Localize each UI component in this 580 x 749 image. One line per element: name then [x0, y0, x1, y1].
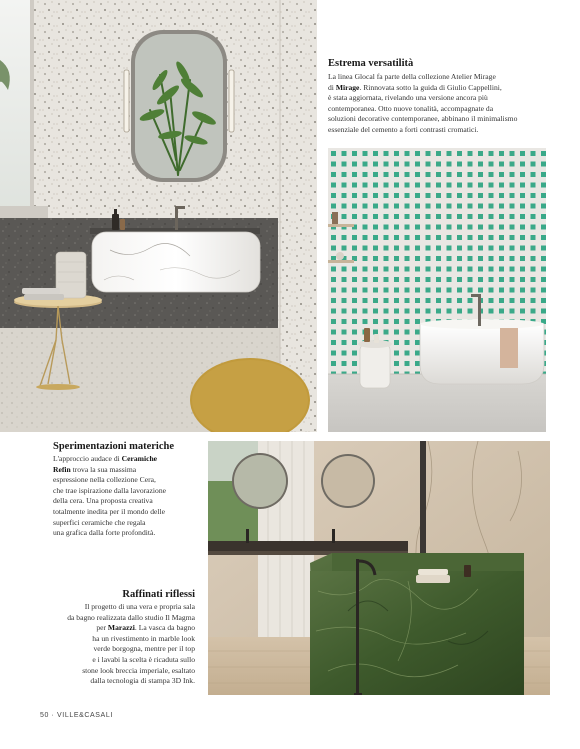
magazine-name: VILLE&CASALI: [57, 712, 113, 719]
caption-line: verde borgogna, mentre per il top: [93, 644, 195, 654]
caption-line: contemporanea. Otto nuove tonalità, accompagnate da: [328, 103, 494, 113]
caption-line: che trae ispirazione dalla lavorazione: [53, 485, 167, 495]
caption-line: essenziale del cemento a forti contrasti cromatici.: [328, 124, 479, 134]
page-folio: [40, 712, 113, 719]
caption-line: di: [328, 82, 336, 92]
caption-title: Sperimentazioni materiche: [53, 441, 175, 452]
caption-body: [328, 72, 568, 136]
caption-line: superfici ceramiche che regala: [53, 517, 146, 527]
brand-name: Marazzi: [107, 623, 135, 633]
caption-line: e i lavabi la scelta è ricaduta sullo: [92, 654, 195, 664]
brand-name: Mirage: [335, 82, 360, 92]
caption-raffinati-riflessi: [40, 589, 195, 687]
caption-sperimentazioni-materiche: [53, 441, 203, 539]
caption-body: [53, 454, 203, 539]
caption-title: Raffinati riflessi: [122, 589, 195, 600]
caption-body: [40, 602, 195, 687]
caption-line: per: [96, 623, 108, 633]
green-marble-illustration: [208, 441, 550, 695]
caption-title: Estrema versatilità: [328, 58, 414, 69]
photo-green-marble-bathroom: [208, 441, 550, 695]
caption-line: ha un rivestimento in marble look: [92, 633, 195, 643]
caption-line: trova la sua massima: [70, 464, 137, 474]
caption-line: stone look breccia imperiale, esaltato: [82, 665, 195, 675]
photo-green-tile-bathroom: [328, 148, 546, 432]
caption-line: . Rinnovata sotto la guida di Giulio Cappellini,: [359, 82, 502, 92]
caption-line: . La vasca da bagno: [134, 623, 195, 633]
caption-line: da bagno realizzata dallo studio Il Magma: [67, 612, 195, 622]
brand-name: Refin: [53, 464, 71, 474]
caption-line: espressione nella collezione Cera,: [53, 475, 156, 485]
caption-line: soluzioni decorative contemporanee, abbinano il minimalismo: [328, 114, 518, 124]
caption-estrema-versatilita: [328, 58, 568, 136]
folio-separator: ·: [49, 712, 58, 719]
brand-name: Ceramiche: [121, 454, 158, 463]
caption-line: Il progetto di una vera e propria sala: [84, 602, 195, 611]
photo-terrazzo-bathroom: [0, 0, 317, 432]
terrazzo-bathroom-illustration: [0, 0, 317, 432]
caption-line: La linea Glocal fa parte della collezione Atelier Mirage: [328, 72, 496, 81]
page-number: 50: [40, 712, 49, 719]
caption-line: L'approccio audace di: [53, 454, 122, 463]
caption-line: totalmente inedita per il mondo delle: [53, 506, 165, 516]
green-tile-illustration: [328, 148, 546, 432]
caption-line: dalla tecnologia di stampa 3D Ink.: [90, 676, 195, 686]
caption-line: è stata aggiornata, rivelando una versione ancora più: [328, 93, 488, 103]
caption-line: una grafica dalla forte profondità.: [53, 528, 156, 538]
caption-line: della cera. Una proposta creativa: [53, 496, 153, 506]
